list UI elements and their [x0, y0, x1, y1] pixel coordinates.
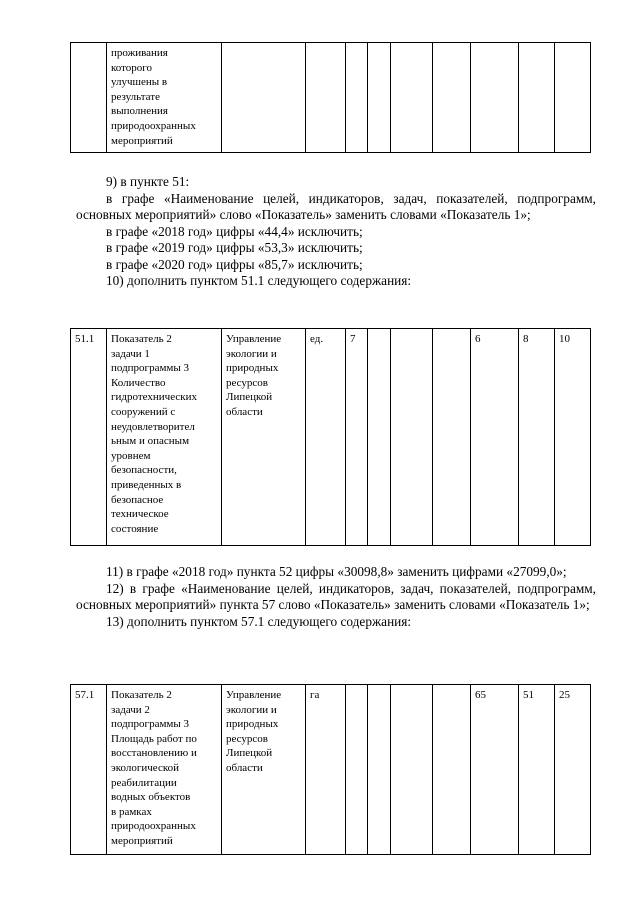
table-cell-name: Показатель 2 задачи 1 подпрограммы 3 Количество гидротехнических сооружений с неудовлетворител ьным и опасным уровнем безопасности, приведенных в безопасное техническое состояние — [107, 329, 222, 546]
table-cell — [471, 43, 519, 153]
table-cell-name: проживания которого улучшены в результате выполнения природоохранных мероприятий — [107, 43, 222, 153]
table-cell: 7 — [346, 329, 368, 546]
table-row — [71, 685, 591, 855]
table-row — [71, 329, 591, 546]
table-cell — [555, 43, 591, 153]
table-cell-unit: га — [306, 685, 346, 855]
item-9-2019-change: в графе «2019 год» цифры «53,3» исключить; — [106, 240, 363, 255]
item-9-2018-change: в графе «2018 год» цифры «44,4» исключить; — [106, 223, 363, 239]
table-cell — [71, 43, 107, 153]
item-9-graph-name-change: в графе «Наименование целей, индикаторов, задач, показателей, подпрограмм, основных мероприятий» слово «Показатель» заменить словами «Показатель 1»; — [76, 190, 596, 222]
table-cell: 8 — [519, 329, 555, 546]
table-cell — [391, 685, 433, 855]
table-cell — [391, 329, 433, 546]
table-51-1 — [70, 328, 591, 546]
table-cell — [433, 685, 471, 855]
table-cell-executor: Управление экологии и природных ресурсов Липецкой области — [222, 685, 306, 855]
table-top-continuation — [70, 42, 591, 153]
table-cell-executor: Управление экологии и природных ресурсов Липецкой области — [222, 329, 306, 546]
item-13-heading: 13) дополнить пунктом 57.1 следующего содержания: — [106, 613, 412, 629]
table-cell — [391, 43, 433, 153]
table-57-1 — [70, 684, 591, 855]
table-cell — [222, 43, 306, 153]
table-cell: 65 — [471, 685, 519, 855]
table-row — [71, 43, 591, 153]
table-cell — [306, 43, 346, 153]
table-cell — [433, 43, 471, 153]
table-cell-number: 51.1 — [71, 329, 107, 546]
table-cell — [346, 685, 368, 855]
table-cell — [368, 685, 391, 855]
item-12: 12) в графе «Наименование целей, индикаторов, задач, показателей, подпрограмм, основных мероприятий» пункта 57 слово «Показатель» заменить словами «Показатель 1»; — [76, 580, 596, 612]
table-cell — [433, 329, 471, 546]
table-cell: 6 — [471, 329, 519, 546]
item-11: 11) в графе «2018 год» пункта 52 цифры «30098,8» заменить цифрами «27099,0»; — [106, 564, 567, 579]
item-9-2020-change: в графе «2020 год» цифры «85,7» исключить; — [106, 256, 363, 272]
table-cell: 51 — [519, 685, 555, 855]
table-cell: 25 — [555, 685, 591, 855]
table-cell — [346, 43, 368, 153]
table-cell-name: Показатель 2 задачи 2 подпрограммы 3 Площадь работ по восстановлению и экологической реабилитации водных объектов в рамках природоохранных мероприятий — [107, 685, 222, 855]
table-cell-number: 57.1 — [71, 685, 107, 855]
item-9-heading: 9) в пункте 51: — [106, 174, 190, 189]
table-cell — [519, 43, 555, 153]
table-cell: 10 — [555, 329, 591, 546]
amendment-text-block-2 — [76, 564, 596, 630]
table-cell — [368, 43, 391, 153]
table-cell — [368, 329, 391, 546]
amendment-text-block-1 — [76, 174, 596, 290]
item-10-heading: 10) дополнить пунктом 51.1 следующего содержания: — [106, 273, 412, 288]
table-cell-unit: ед. — [306, 329, 346, 546]
